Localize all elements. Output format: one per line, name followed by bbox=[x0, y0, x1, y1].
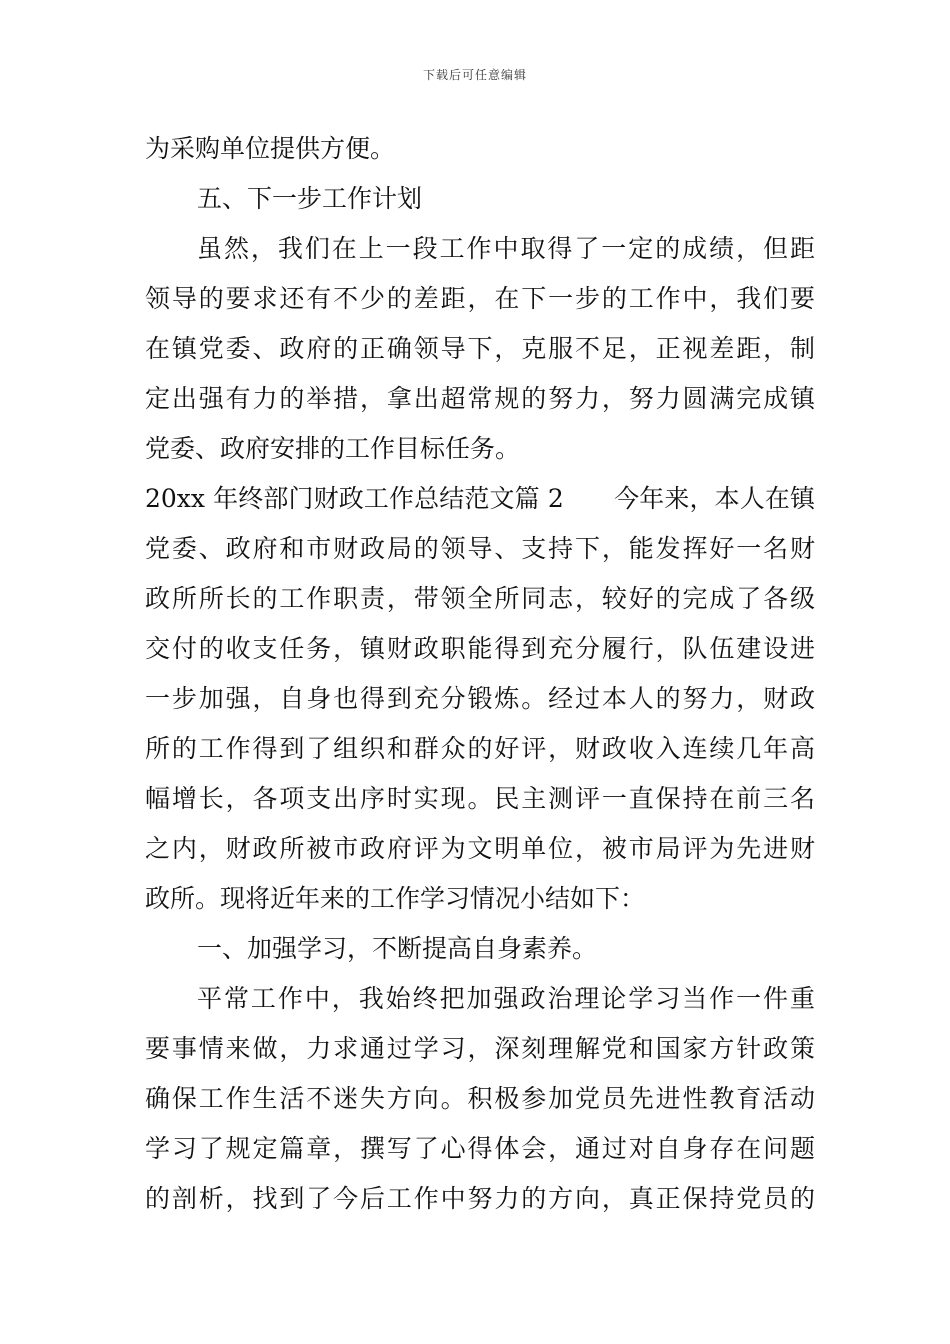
text-line: 之内，财政所被市政府评为文明单位，被市局评为先进财 bbox=[145, 834, 815, 863]
text-line: 幅增长，各项支出序时实现。民主测评一直保持在前三名 bbox=[145, 784, 815, 813]
header-note: 下载后可任意编辑 bbox=[422, 68, 527, 82]
text-line: 一、加强学习，不断提高自身素养。 bbox=[197, 934, 598, 963]
text-line: 在镇党委、政府的正确领导下，克服不足，正视差距，制 bbox=[145, 334, 815, 363]
text-line: 确保工作生活不迷失方向。积极参加党员先进性教育活动 bbox=[145, 1084, 815, 1113]
text-line: 所的工作得到了组织和群众的好评，财政收入连续几年高 bbox=[145, 734, 815, 763]
text-line: 20xx 年终部门财政工作总结范文篇 2 今年来，本人在镇 bbox=[145, 484, 815, 513]
text-line: 定出强有力的举措，拿出超常规的努力，努力圆满完成镇 bbox=[145, 384, 815, 413]
text-line: 政所所长的工作职责，带领全所同志，较好的完成了各级 bbox=[145, 584, 815, 613]
text-line: 党委、政府安排的工作目标任务。 bbox=[145, 434, 521, 463]
text-line: 要事情来做，力求通过学习，深刻理解党和国家方针政策 bbox=[145, 1034, 815, 1063]
text-line: 虽然，我们在上一段工作中取得了一定的成绩，但距 bbox=[197, 234, 815, 263]
text-line: 党委、政府和市财政局的领导、支持下，能发挥好一名财 bbox=[145, 534, 815, 563]
text-line: 五、下一步工作计划 bbox=[197, 184, 423, 213]
text-line: 政所。现将近年来的工作学习情况小结如下： bbox=[145, 884, 646, 913]
text-line: 为采购单位提供方便。 bbox=[145, 134, 396, 163]
text-line: 领导的要求还有不少的差距，在下一步的工作中，我们要 bbox=[145, 284, 815, 313]
document-body bbox=[145, 124, 815, 1224]
text-line: 一步加强，自身也得到充分锻炼。经过本人的努力，财政 bbox=[145, 684, 815, 713]
text-line: 平常工作中，我始终把加强政治理论学习当作一件重 bbox=[197, 984, 815, 1013]
text-line: 的剖析，找到了今后工作中努力的方向，真正保持党员的 bbox=[145, 1184, 815, 1213]
text-line: 学习了规定篇章，撰写了心得体会，通过对自身存在问题 bbox=[145, 1134, 815, 1163]
text-line: 交付的收支任务，镇财政职能得到充分履行，队伍建设进 bbox=[145, 634, 815, 663]
